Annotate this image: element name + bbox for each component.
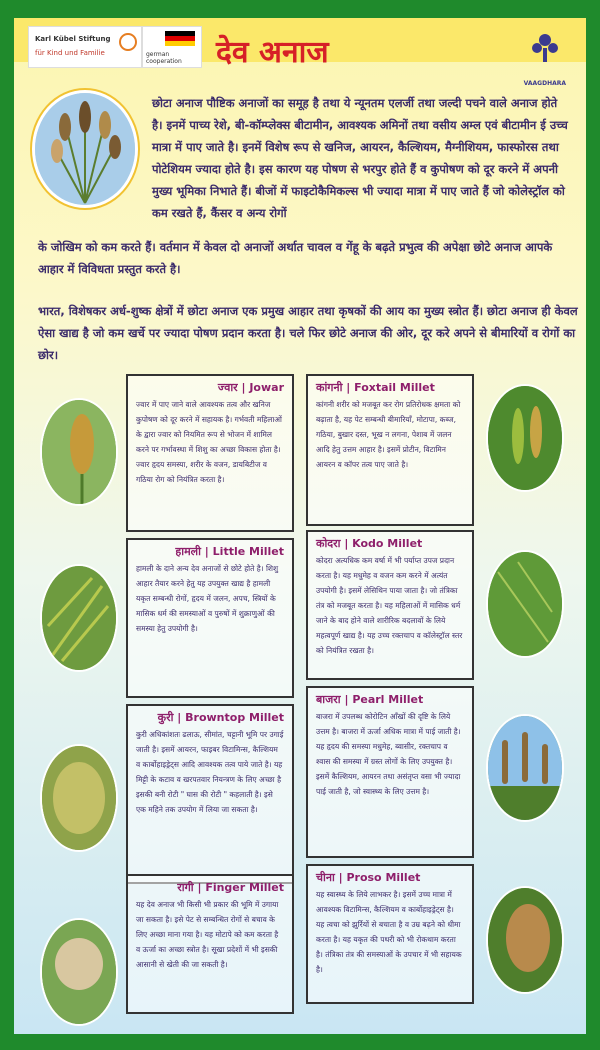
- millet-title: कांगनी | Foxtail Millet: [316, 381, 435, 394]
- millet-description: यह स्वास्थ्य के लिये लाभकर है। इसमें उच्च मात्रा में आवश्यक विटामिन्स, कैल्शियम व कार्बोहाइड्रेट्स है। यह त्वचा को झुर्रियों से बचाता है व उम्र बढ़ने को धीमा करता है। यह यकृत की पथरी को भी रोकथाम करता है। तंत्रिका तंत्र की समस्याओं के उपचार में भी सहायक है।: [316, 890, 462, 974]
- vaagdhara-brand: VAAGDHARA: [523, 80, 566, 87]
- millet-title: कोदरा | Kodo Millet: [316, 537, 423, 550]
- german-cooperation-logo: [142, 26, 202, 68]
- millet-title: कुरी | Browntop Millet: [157, 711, 284, 724]
- kks-logo-subtext: für Kind und Familie: [35, 49, 105, 57]
- german-cooperation-text: german cooperation: [146, 51, 182, 65]
- page-title: देव अनाज: [216, 35, 329, 70]
- millet-title: चीना | Proso Millet: [316, 871, 421, 884]
- little-millet-photo: [40, 564, 118, 672]
- millet-card-browntop: [126, 704, 294, 884]
- pearl-millet-photo: [486, 714, 564, 822]
- intro-paragraph-3: भारत, विशेषकर अर्ध-शुष्क क्षेत्रों में छोटा अनाज एक प्रमुख आहार तथा कृषकों की आय का मुख्य स्त्रोत हैं। छोटा अनाज ही केवल ऐसा खाद्य है जो कम खर्चे पर ज्यादा पोषण प्रदान करता है। चले फिर छोटे अनाज की ओर, दूर करे अपने से बीमारियों व रोगों का छोर।: [38, 304, 578, 362]
- kodo-photo: [486, 550, 564, 658]
- kks-logo: [28, 26, 142, 68]
- kks-logo-text: Karl Kübel Stiftung: [35, 35, 111, 43]
- millet-bouquet-image: [32, 90, 138, 208]
- millet-title: ज्वार | Jowar: [217, 381, 284, 394]
- millet-description: बाजरा में उपलब्ध कोरोटिन आँखों की दृष्टि के लिये उत्तम है। बाजरा में ऊर्जा अधिक मात्रा में पाई जाती है। यह हृदय की समस्या मधुमेह, ब्वासीर, रक्तचाप व श्वास की समस्या में ग्रस्त लोगों के लिए उपयुक्त है। इसमें कैल्शियम, आयरन तथा असंतृप्त वसा भी ज्यादा पाई जाती है, जो स्वास्थ्य के लिए उत्तम है।: [316, 712, 461, 796]
- millet-card-kodo: [306, 530, 474, 680]
- millet-card-pearl: [306, 686, 474, 858]
- millet-card-little: [126, 538, 294, 698]
- millet-description: कोदरा अत्यधिक कम वर्षा में भी पर्याप्त उपज प्रदान करता है। यह मधुमेह व वजन कम करने में अत्यंत उपयोगी है। इसमें लेसिथिन पाया जाता है। जो तंत्रिका तंत्र को मजबूत करता है। यह महिलाओं में मासिक धर्म जाने के बाद होने वाले शारीरिक बदलावों के लिये महत्वपूर्ण खाद्य है। यह उच्च रक्तचाप व कॉलेस्ट्रॉल स्तर को नियंत्रित रखता है।: [316, 556, 463, 655]
- millet-card-proso: [306, 864, 474, 1004]
- millet-card-finger: [126, 874, 294, 1014]
- millet-title: रागी | Finger Millet: [177, 881, 284, 894]
- finger-millet-photo: [40, 918, 118, 1026]
- german-flag-icon: [165, 31, 195, 47]
- millet-card-foxtail: [306, 374, 474, 526]
- poster-body: [14, 18, 586, 1034]
- millet-description: कुरी अधिकांशतः ढलाऊ, सीमांत, चट्टानी भूमि पर उगाई जाती है। इसमें आयरन, फाइबर विटामिन्स, कैल्शियम व कार्बोहाइड्रेट्स आदि आवश्यक तत्व पाये जाते है। यह मिट्टी के कटाव व खरपतवार नियन्त्रण के लिए अच्छा है इसकी बनी रोटी " घास की रोटी " कहलाती है। इसे एक महिने तक उपयोग में लिया जा सकता है।: [136, 730, 284, 814]
- millet-description: यह देव अनाज भी किसी भी प्रकार की भूमि में उगाया जा सकता है। इसे पेट से सम्बन्धित रोगों से बचाव के लिए अच्छा माना गया है। यह मोटापे को कम करता है व ऊर्जा का अच्छा स्त्रोत है। सूखा प्रदेशों में भी इसकी आसानी से खेती की जा सकती है।: [136, 900, 279, 969]
- foxtail-photo: [486, 384, 564, 492]
- kks-icon: [119, 33, 137, 51]
- millet-card-jowar: [126, 374, 294, 532]
- millet-description: ज्वार में पाए जाने वाले आवश्यक तत्व और खनिज कुपोषण को दूर करने में सहायक है। गर्भवती महिलाओं के द्वारा ज्वार को नियमित रूप से भोजन में शामिल करने पर गर्भावस्था में शिशु का अच्छा विकास होता है। ज्वार हृदय समस्या, शरीर के वजन, डायबिटीज व गठिया रोग को नियंत्रित करता है।: [136, 400, 282, 484]
- browntop-photo: [40, 744, 118, 852]
- proso-photo: [486, 886, 564, 994]
- intro-paragraph-2: के जोखिम को कम करते हैं। वर्तमान में केवल दो अनाजों अर्थात चावल व गेंहू के बढ़ते प्रभुत्व की अपेक्षा छोटे अनाज आपके आहार में विविधता प्रस्तुत करते है।: [38, 240, 553, 276]
- vaagdhara-logo-icon: [528, 30, 562, 64]
- jowar-photo: [40, 398, 118, 506]
- millet-description: हामली के दाने अन्य देव अनाजों से छोटे होते है। शिशु आहार तैयार करने हेतु यह उपयुक्त खाद्य है हामली यकृत सम्बन्धी रोगों, हृदय में जलन, अपच, स्त्रियों के मासिक धर्म की समस्याओं व पुरुषों में शुक्राणुओं की समस्या हेतु उपयोगी है।: [136, 564, 279, 633]
- millet-title: हामली | Little Millet: [175, 545, 284, 558]
- millet-title: बाजरा | Pearl Millet: [316, 693, 424, 706]
- millet-description: कांगनी शरीर को मजबूत कर रोग प्रतिरोधक क्षमता को बढ़ाता है, यह पेट सम्बन्धी बीमारियाँ, मोटापा, कब्ज, गठिया, बुखार दस्त, भूख न लगना, पेशाब में जलन आदि हेतु उत्तम आहार है। इसमें प्रोटीन, विटामिन आयरन व कॉपर तत्व पाए जाते है।: [316, 400, 461, 469]
- intro-paragraph-1: छोटा अनाज पौष्टिक अनाजों का समूह है तथा ये न्यूनतम एलर्जी तथा जल्दी पचने वाले अनाज होते है। इनमें पाच्य रेशे, बी-कॉम्प्लेक्स बीटामीन, आवश्यक अमिनों तथा वसीय अम्ल एवं बीटामीन ई उच्च मात्रा में पाए जाते है। इनमें विशेष रूप से खनिज, आयरन, कैल्शियम, मैग्नीशियम, फास्फोरस तथा पोटेशियम ज्यादा होते है। इस कारण यह पोषण से भरपुर होते हैं व कुपोषण को दूर करने में अपनी मुख्य भूमिका निभाते हैं। बीजों में फाइटोकैमिकल्स भी ज्यादा मात्रा में पाए जाते हैं जो कोलेस्ट्रॉल को कम रखते हैं, कैंसर व अन्य रोगों: [152, 96, 568, 220]
